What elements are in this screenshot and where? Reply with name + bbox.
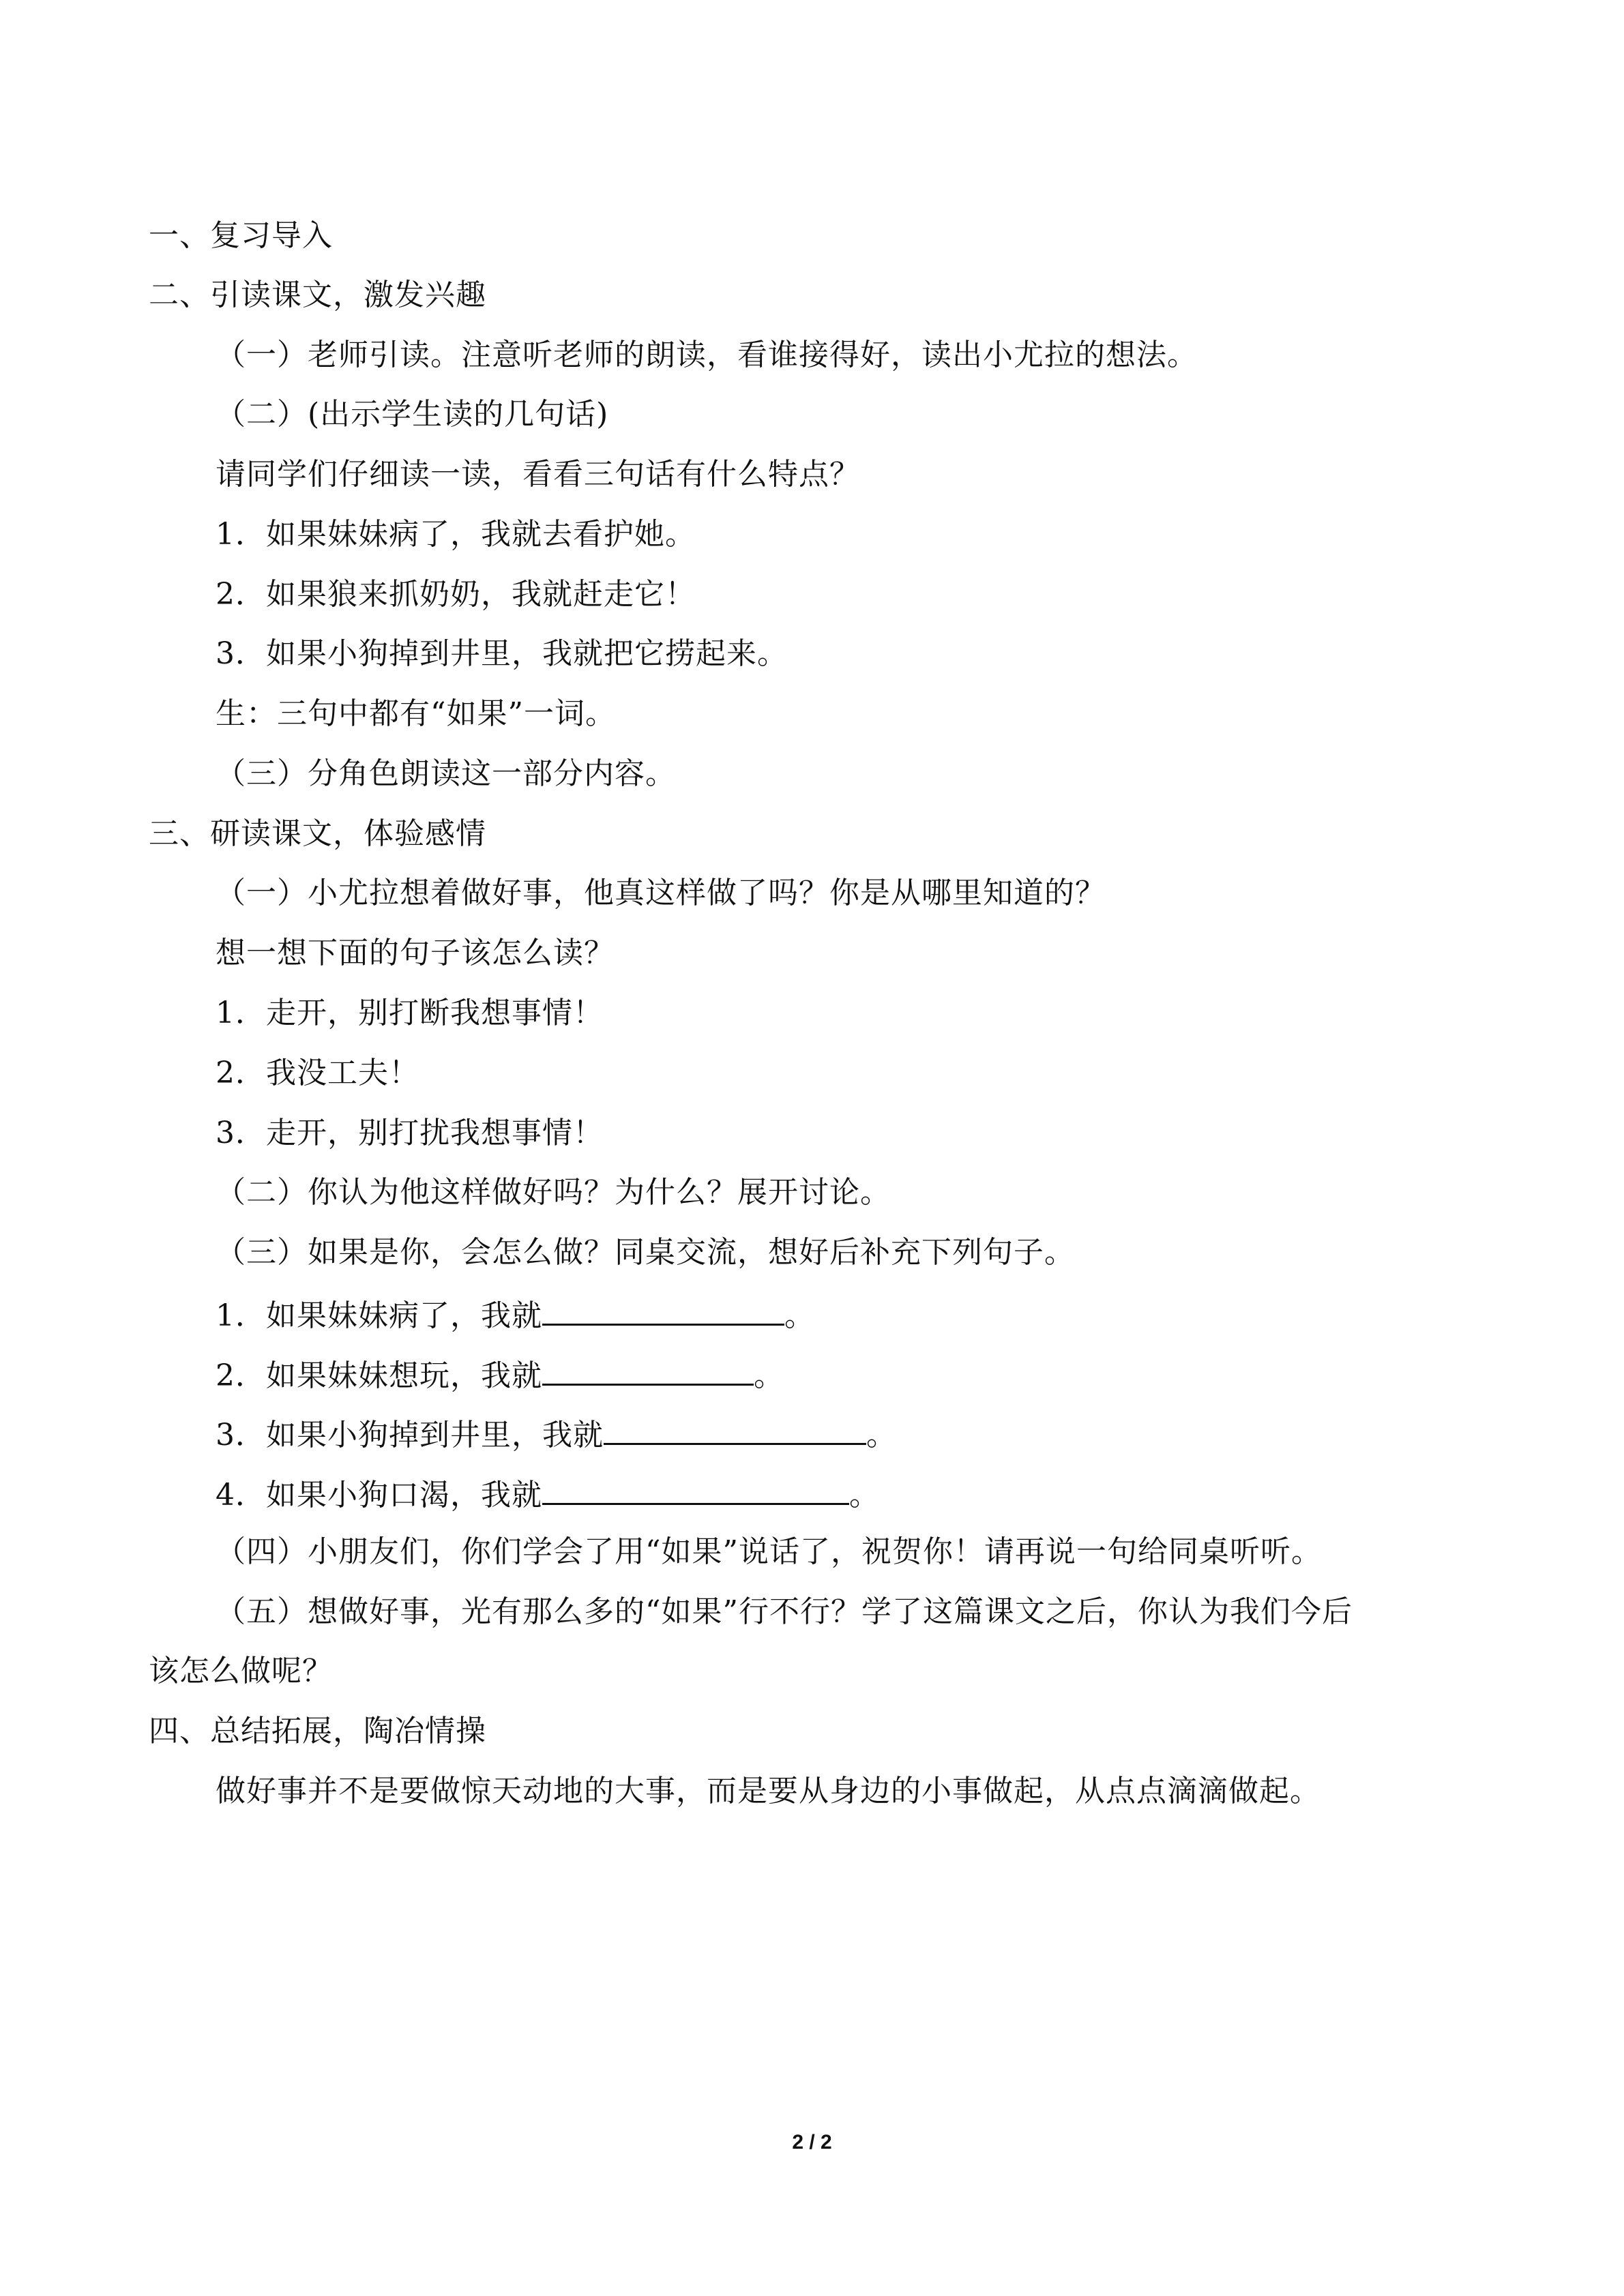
paragraph-line: 生：三句中都有“如果”一词。 (216, 696, 616, 731)
fill-blank-line (542, 1472, 849, 1505)
fill-blank-prompt: 2．如果妹妹想玩，我就 (216, 1358, 542, 1393)
paragraph-line: （五）想做好事，光有那么多的“如果”行不行？学了这篇课文之后，你认为我们今后 (216, 1594, 1353, 1629)
paragraph-line: （一）小尤拉想着做好事，他真这样做了吗？你是从哪里知道的？ (216, 876, 1106, 910)
paragraph-line: （四）小朋友们，你们学会了用“如果”说话了，祝贺你！请再说一句给同桌听听。 (216, 1534, 1322, 1569)
list-item: 3．走开，别打扰我想事情！ (216, 1116, 604, 1150)
fill-blank-end: 。 (849, 1478, 880, 1512)
fill-blank-item (216, 1412, 897, 1456)
paragraph-line: （一）老师引读。注意听老师的朗读，看谁接得好，读出小尤拉的想法。 (216, 338, 1198, 372)
paragraph-line: （三）分角色朗读这一部分内容。 (216, 756, 676, 791)
section-heading-4: 四、总结拓展，陶冶情操 (149, 1714, 486, 1748)
paragraph-line: （二）(出示学生读的几句话) (216, 397, 609, 432)
section-heading-1: 一、复习导入 (149, 218, 333, 253)
list-item: 2．我没工夫！ (216, 1056, 419, 1090)
fill-blank-item (216, 1352, 784, 1397)
list-item: 2．如果狼来抓奶奶，我就赶走它！ (216, 577, 696, 612)
list-item: 1．如果妹妹病了，我就去看护她。 (216, 517, 696, 552)
paragraph-line: 做好事并不是要做惊天动地的大事，而是要从身边的小事做起，从点点滴滴做起。 (216, 1774, 1320, 1808)
list-item: 1．走开，别打断我想事情！ (216, 996, 604, 1030)
paragraph-line: （三）如果是你，会怎么做？同桌交流，想好后补充下列句子。 (216, 1235, 1075, 1270)
fill-blank-line (604, 1412, 866, 1445)
paragraph-line: 请同学们仔细读一读，看看三句话有什么特点？ (216, 457, 860, 492)
fill-blank-line (542, 1352, 754, 1386)
fill-blank-end: 。 (866, 1418, 897, 1452)
list-item: 3．如果小狗掉到井里，我就把它捞起来。 (216, 636, 788, 671)
section-heading-2: 二、引读课文，激发兴趣 (149, 278, 486, 312)
section-heading-3: 三、研读课文，体验感情 (149, 816, 486, 851)
paragraph-line: 该怎么做呢？ (149, 1654, 333, 1688)
fill-blank-end: 。 (784, 1298, 815, 1333)
paragraph-line: （二）你认为他这样做好吗？为什么？展开讨论。 (216, 1175, 891, 1210)
paragraph-line: 想一想下面的句子该怎么读？ (216, 936, 615, 970)
page-number: 2 / 2 (792, 2131, 832, 2153)
fill-blank-prompt: 4．如果小狗口渴，我就 (216, 1478, 542, 1512)
fill-blank-prompt: 3．如果小狗掉到井里，我就 (216, 1418, 604, 1452)
fill-blank-prompt: 1．如果妹妹病了，我就 (216, 1298, 542, 1333)
fill-blank-item (216, 1292, 815, 1337)
fill-blank-end: 。 (754, 1358, 784, 1393)
fill-blank-line (542, 1292, 784, 1326)
fill-blank-item (216, 1472, 880, 1516)
